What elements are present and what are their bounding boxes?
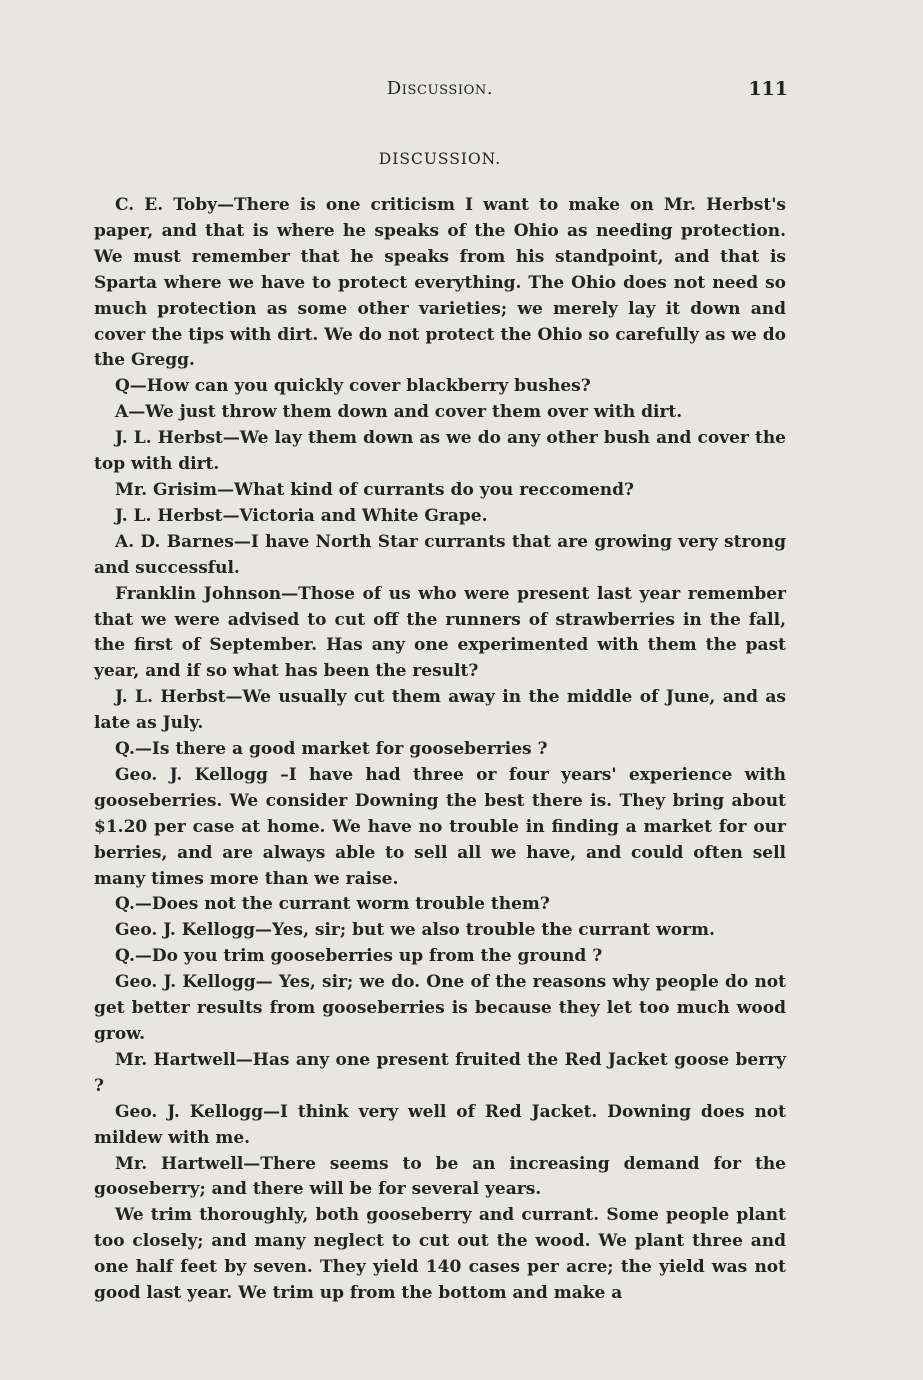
paragraph: Q.—Is there a good market for gooseberries ? (115, 739, 548, 760)
paragraph: Geo. J. Kellogg—Yes, sir; but we also trouble the currant worm. (115, 920, 715, 941)
paragraph: Q.—Do you trim gooseberries up from the ground ? (115, 946, 603, 967)
paragraph: A—We just throw them down and cover them over with dirt. (115, 402, 683, 423)
paragraph: Q—How can you quickly cover blackberry bushes? (115, 376, 591, 397)
discussion-body (94, 193, 786, 1307)
paragraph: J. L. Herbst—We lay them down as we do any other bush and cover the top with dirt. (94, 428, 786, 475)
paragraph: A. D. Barnes—I have North Star currants that are growing very strong and successful. (94, 531, 786, 578)
section-title: DISCUSSION. (378, 150, 502, 168)
paragraph: J. L. Herbst—We usually cut them away in the middle of June, and as late as July. (94, 687, 786, 734)
paragraph: J. L. Herbst—Victoria and White Grape. (115, 505, 488, 526)
paragraph: C. E. Toby—There is one criticism I want to make on Mr. Herbst's paper, and that is where he speaks of the Ohio as needing protection. We must remember that he speaks from his standpoint, and that is Sparta where we have to protect everything. The Ohio does not need so much protection as some other varieties; we merely lay it down and cover the tips with dirt. We do not protect the Ohio so carefully as we do the Gregg. (94, 195, 786, 371)
paragraph: Mr. Hartwell—There seems to be an increasing demand for the gooseberry; and there will be for several years. (94, 1153, 786, 1200)
paragraph: We trim thoroughly, both gooseberry and currant. Some people plant too closely; and many neglect to cut out the wood. We plant three and one half feet by seven. They yield 140 cases per acre; the yield was not good last year. We trim up from the bottom and make a (94, 1205, 786, 1304)
paragraph: Geo. J. Kellogg— Yes, sir; we do. One of the reasons why people do not get better results from gooseberries is because they let too much wood grow. (94, 972, 786, 1044)
paragraph: Mr. Grisim—What kind of currants do you reccomend? (115, 479, 635, 500)
running-title: Discussion. (386, 78, 494, 99)
page-number: 111 (748, 78, 788, 100)
running-header (94, 78, 786, 104)
paragraph: Geo. J. Kellogg –I have had three or four years' experience with gooseberries. We consider Downing the best there is. They bring about $1.20 per case at home. We have no trouble in finding a market for our berries, and are always able to sell all we have, and could often sell many times more than we raise. (94, 764, 786, 889)
paragraph: Mr. Hartwell—Has any one present fruited the Red Jacket goose berry ? (94, 1049, 786, 1096)
paragraph: Q.—Does not the currant worm trouble them? (115, 894, 550, 915)
paragraph: Geo. J. Kellogg—I think very well of Red Jacket. Downing does not mildew with me. (94, 1101, 786, 1148)
paragraph: Franklin Johnson—Those of us who were present last year remember that we were advised to cut off the runners of strawberries in the fall, the first of September. Has any one experimented with them the past year, and if so what has been the result? (94, 583, 786, 682)
